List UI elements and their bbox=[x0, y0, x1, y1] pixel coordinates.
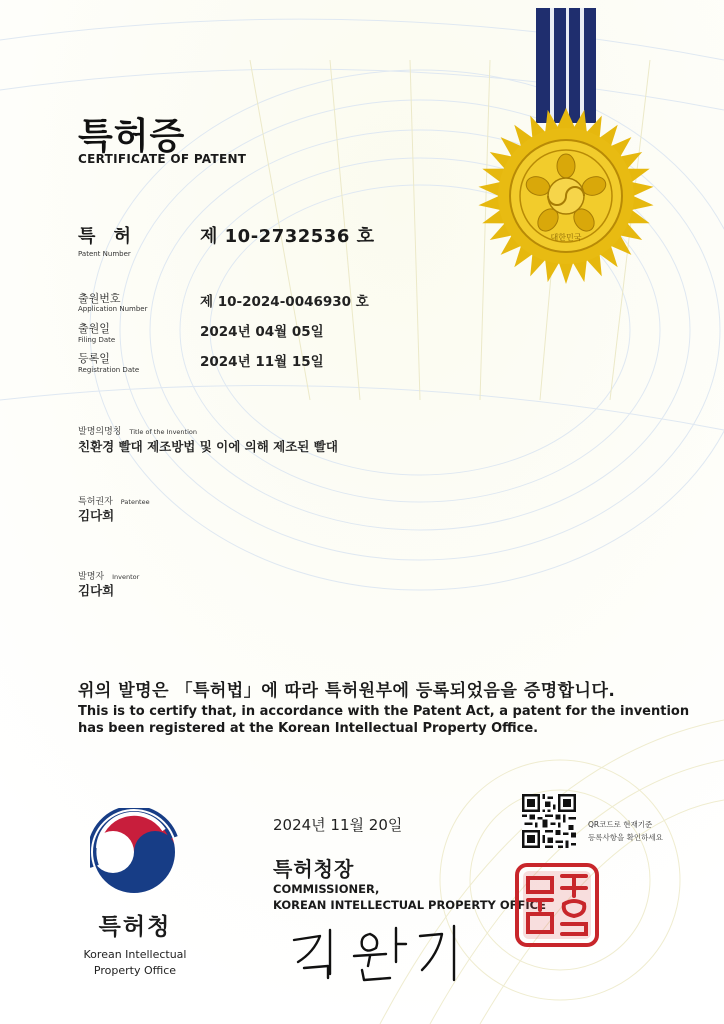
qr-note-line1: QR코드로 현재기준 bbox=[588, 820, 653, 829]
inventor-label-en: Inventor bbox=[112, 573, 140, 581]
official-seal-stamp-icon bbox=[514, 862, 600, 948]
filing-date-label-en: Filing Date bbox=[78, 336, 116, 344]
invention-title-value: 친환경 빨대 제조방법 및 이에 의해 제조된 빨대 bbox=[78, 439, 338, 454]
filing-date-value: 2024년 04월 05일 bbox=[200, 324, 324, 340]
patentee-name: 김다희 bbox=[78, 508, 115, 523]
invention-title-labels bbox=[78, 419, 197, 438]
commissioner-title-en bbox=[273, 881, 546, 913]
inventor-name: 김다희 bbox=[78, 583, 115, 598]
commissioner-signature bbox=[290, 922, 470, 982]
invention-title-label-ko: 발명의명칭 bbox=[78, 427, 122, 437]
ribbon bbox=[536, 8, 596, 123]
certificate-title-ko: 특허증 bbox=[78, 116, 186, 157]
patent-number-label-ko: 특 허 bbox=[78, 226, 138, 247]
registration-date-label-en: Registration Date bbox=[78, 366, 140, 374]
kipo-logo-icon bbox=[90, 808, 178, 896]
office-name-en-line2: Property Office bbox=[93, 964, 177, 977]
commissioner-title-en-line2: KOREAN INTELLECTUAL PROPERTY OFFICE bbox=[273, 898, 546, 912]
application-number-label-ko: 출원번호 bbox=[78, 292, 121, 305]
patentee-label-en: Patentee bbox=[120, 498, 150, 506]
qr-note bbox=[588, 818, 663, 844]
registration-date-label-ko: 등록일 bbox=[78, 352, 110, 365]
commissioner-title-ko: 특허청장 bbox=[273, 857, 355, 881]
patent-number-value: 제 10-2732536 호 bbox=[200, 226, 375, 247]
office-name-ko: 특허청 bbox=[98, 914, 172, 940]
gold-seal-icon bbox=[478, 108, 654, 284]
application-number-label-en: Application Number bbox=[78, 305, 148, 313]
office-name-en bbox=[60, 947, 210, 979]
certification-statement-ko: 위의 발명은 「특허법」에 따라 특허원부에 등록되었음을 증명합니다. bbox=[78, 681, 616, 701]
patent-number-label-en: Patent Number bbox=[78, 250, 131, 258]
registration-date-value: 2024년 11월 15일 bbox=[200, 354, 324, 370]
qr-note-line2: 등록사항을 확인하세요 bbox=[588, 833, 663, 842]
commissioner-title-en-line1: COMMISSIONER, bbox=[273, 882, 380, 896]
qr-code-icon[interactable] bbox=[522, 794, 576, 848]
filing-date-label-ko: 출원일 bbox=[78, 322, 110, 335]
svg-text:대한민국: 대한민국 bbox=[550, 233, 582, 242]
invention-title-label-en: Title of the Invention bbox=[129, 428, 197, 436]
office-name-en-line1: Korean Intellectual bbox=[83, 948, 187, 961]
certificate-title-en: CERTIFICATE OF PATENT bbox=[78, 152, 247, 166]
issue-date: 2024년 11월 20일 bbox=[273, 816, 403, 834]
patentee-label-ko: 특허권자 bbox=[78, 497, 113, 507]
inventor-label-ko: 발명자 bbox=[78, 572, 105, 582]
application-number-value: 제 10-2024-0046930 호 bbox=[200, 294, 369, 310]
certification-statement-en: This is to certify that, in accordance with the Patent Act, a patent for the invention has been registered at the Korean Intellectual Property Office. bbox=[78, 704, 690, 736]
